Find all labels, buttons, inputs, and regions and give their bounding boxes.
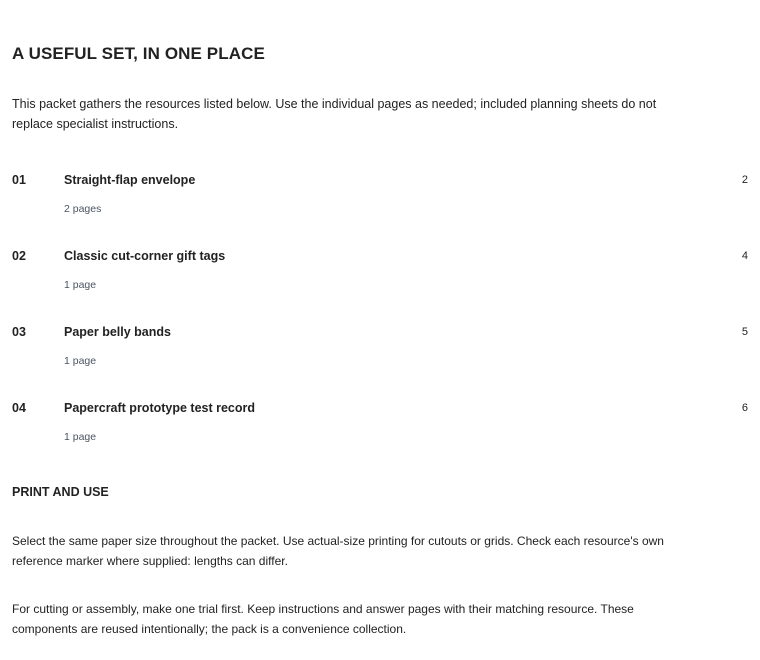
item-title[interactable]: Papercraft prototype test record [64, 401, 256, 415]
contents-list [12, 170, 748, 474]
item-number: 01 [12, 173, 26, 187]
contents-item[interactable] [12, 322, 748, 398]
item-page-count: 1 page [64, 431, 97, 443]
item-number: 04 [12, 401, 26, 415]
item-number: 02 [12, 249, 26, 263]
item-title[interactable]: Straight-flap envelope [64, 173, 196, 187]
item-title[interactable]: Classic cut-corner gift tags [64, 249, 226, 263]
item-page-count: 1 page [64, 279, 97, 291]
print-and-use-paragraph: Select the same paper size throughout the packet. Use actual-size printing for cutouts or grids. Check each resource's own reference marker where supplied: lengths can differ. [12, 534, 664, 568]
item-page-count: 1 page [64, 355, 97, 367]
item-page-number: 6 [741, 402, 748, 414]
contents-item[interactable] [12, 170, 748, 246]
item-number: 03 [12, 325, 26, 339]
item-title[interactable]: Paper belly bands [64, 325, 171, 339]
print-and-use-heading: PRINT AND USE [12, 485, 109, 499]
contents-item[interactable] [12, 246, 748, 322]
item-page-count: 2 pages [64, 203, 102, 215]
item-page-number: 2 [741, 174, 748, 186]
item-page-number: 5 [741, 326, 748, 338]
contents-item[interactable] [12, 398, 748, 474]
page-title: A USEFUL SET, IN ONE PLACE [12, 44, 265, 63]
print-and-use-paragraph: For cutting or assembly, make one trial first. Keep instructions and answer pages with their matching resource. These components are reused intentionally; the pack is a convenience collection. [12, 602, 634, 636]
intro-paragraph: This packet gathers the resources listed below. Use the individual pages as needed; included planning sheets do not replace specialist instructions. [12, 97, 657, 131]
item-page-number: 4 [741, 250, 748, 262]
